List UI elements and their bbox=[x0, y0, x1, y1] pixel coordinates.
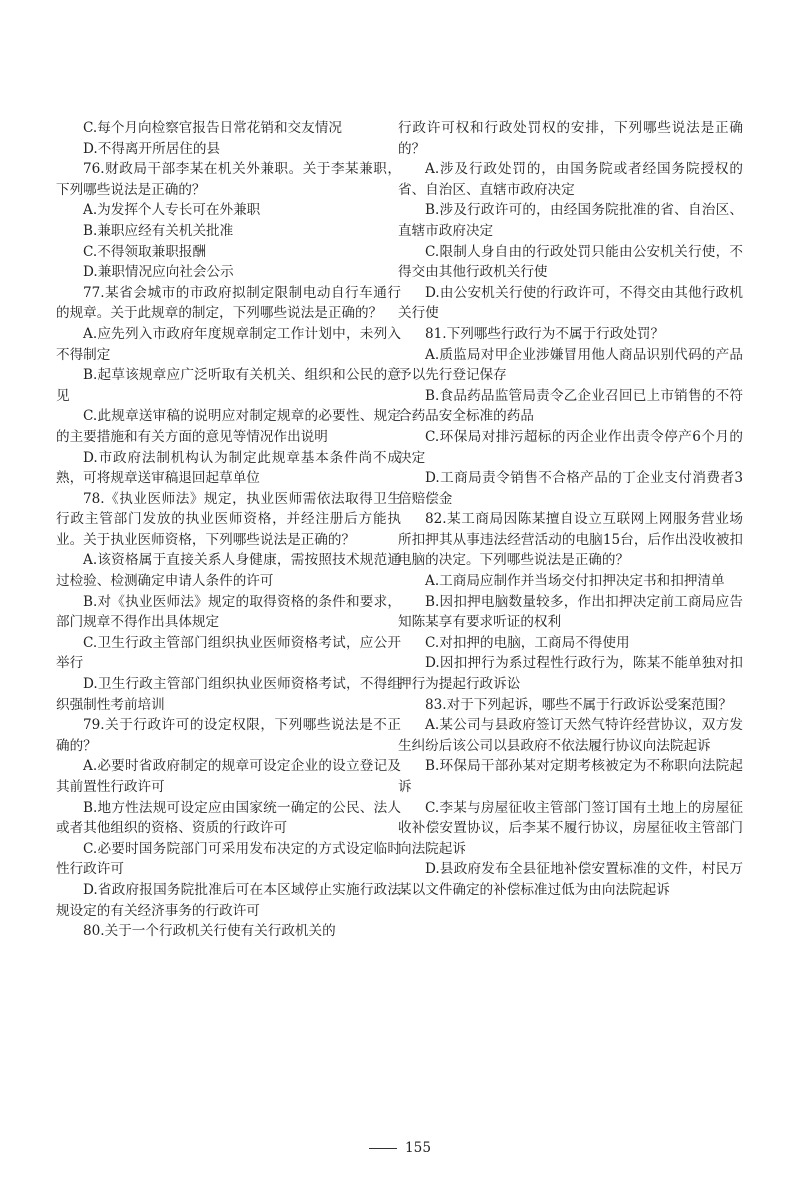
paragraph: D.兼职情况应向社会公示 bbox=[83, 264, 234, 281]
paragraph: 76.财政局干部李某在机关外兼职。关于李某兼职，下列哪些说法是正确的？ bbox=[56, 161, 401, 198]
paragraph: A.应先列入市政府年度规章制定工作计划中，未列入不得制定 bbox=[56, 325, 401, 363]
paragraph: C.限制人身自由的行政处罚只能由公安机关行使，不得交由其他行政机关行使 bbox=[398, 243, 743, 281]
paragraph: C.对扣押的电脑，工商局不得使用 bbox=[425, 634, 630, 651]
paragraph: C.每个月向检察官报告日常花销和交友情况 bbox=[83, 120, 342, 136]
paragraph: C.环保局对排污超标的丙企业作出责令停产6个月的决定 bbox=[398, 428, 743, 466]
paragraph: 82.某工商局因陈某擅自设立互联网上网服务营业场所扣押其从事违法经营活动的电脑15台，后作出没收被扣电脑的决定。下列哪些说法是正确的？ bbox=[398, 511, 743, 569]
page-number: 155 bbox=[405, 1140, 431, 1156]
paragraph: C.必要时国务院部门可采用发布决定的方式设定临时性行政许可 bbox=[56, 840, 401, 878]
paragraph: C.卫生行政主管部门组织执业医师资格考试，应公开举行 bbox=[56, 634, 401, 672]
paragraph: A.涉及行政处罚的，由国务院或者经国务院授权的省、自治区、直辖市政府决定 bbox=[398, 161, 743, 198]
paragraph: 83.对于下列起诉，哪些不属于行政诉讼受案范围？ bbox=[425, 696, 733, 713]
paragraph: A.工商局应制作并当场交付扣押决定书和扣押清单 bbox=[425, 573, 725, 590]
paragraph: A.必要时省政府制定的规章可设定企业的设立登记及其前置性行政许可 bbox=[56, 758, 401, 795]
paragraph: 81.下列哪些行政行为不属于行政处罚？ bbox=[425, 325, 665, 342]
paragraph: B.涉及行政许可的，由经国务院批准的省、自治区、直辖市政府决定 bbox=[398, 202, 743, 239]
paragraph: B.地方性法规可设定应由国家统一确定的公民、法人或者其他组织的资格、资质的行政许可 bbox=[56, 799, 401, 837]
paragraph: C.此规章送审稿的说明应对制定规章的必要性、规定的主要措施和有关方面的意见等情况作出说明 bbox=[56, 408, 401, 445]
left-column bbox=[56, 118, 401, 942]
paragraph: A.为发挥个人专长可在外兼职 bbox=[83, 202, 261, 219]
paragraph: D.省政府报国务院批准后可在本区域停止实施行政法规设定的有关经济事务的行政许可 bbox=[56, 881, 401, 919]
paragraph: D.由公安机关行使的行政许可，不得交由其他行政机关行使 bbox=[398, 284, 743, 322]
paragraph: C.李某与房屋征收主管部门签订国有土地上的房屋征收补偿安置协议，后李某不履行协议，房屋征收主管部门向法院起诉 bbox=[398, 799, 743, 857]
paragraph: D.卫生行政主管部门组织执业医师资格考试，不得组织强制性考前培训 bbox=[56, 676, 401, 713]
footer-dash bbox=[369, 1148, 397, 1149]
paragraph: B.兼职应经有关机关批准 bbox=[83, 222, 234, 239]
right-column bbox=[398, 118, 743, 901]
paragraph: D.市政府法制机构认为制定此规章基本条件尚不成熟，可将规章送审稿退回起草单位 bbox=[56, 449, 401, 487]
paragraph: 78.《执业医师法》规定，执业医师需依法取得卫生行政主管部门发放的执业医师资格，并经注册后方能执业。关于执业医师资格，下列哪些说法是正确的？ bbox=[56, 490, 401, 548]
paragraph: D.因扣押行为系过程性行政行为，陈某不能单独对扣押行为提起行政诉讼 bbox=[398, 655, 743, 693]
paragraph: B.起草该规章应广泛听取有关机关、组织和公民的意见 bbox=[56, 367, 401, 404]
paragraph: A.某公司与县政府签订天然气特许经营协议，双方发生纠纷后该公司以县政府不依法履行协议向法院起诉 bbox=[398, 717, 743, 754]
paragraph: B.因扣押电脑数量较多，作出扣押决定前工商局应告知陈某享有要求听证的权利 bbox=[398, 593, 743, 631]
paragraph: C.不得领取兼职报酬 bbox=[83, 243, 206, 260]
paragraph: 79.关于行政许可的设定权限，下列哪些说法是不正确的？ bbox=[56, 717, 401, 754]
paragraph: B.环保局干部孙某对定期考核被定为不称职向法院起诉 bbox=[398, 758, 743, 795]
paragraph: A.该资格属于直接关系人身健康，需按照技术规范通过检验、检测确定申请人条件的许可 bbox=[56, 552, 401, 590]
page-footer bbox=[0, 1138, 800, 1158]
paragraph: A.质监局对甲企业涉嫌冒用他人商品识别代码的产品予以先行登记保存 bbox=[398, 346, 743, 384]
paragraph: 77.某省会城市的市政府拟制定限制电动自行车通行的规章。关于此规章的制定，下列哪些说法是正确的？ bbox=[56, 284, 401, 322]
paragraph: 行政许可权和行政处罚权的安排，下列哪些说法是正确的？ bbox=[398, 120, 743, 157]
paragraph: D.工商局责令销售不合格产品的丁企业支付消费者3倍赔偿金 bbox=[398, 470, 743, 507]
paragraph: D.县政府发布全县征地补偿安置标准的文件，村民万某以文件确定的补偿标准过低为由向法院起诉 bbox=[398, 861, 743, 898]
paragraph: 80.关于一个行政机关行使有关行政机关的 bbox=[83, 923, 336, 940]
paragraph: D.不得离开所居住的县 bbox=[83, 140, 221, 157]
paragraph: B.食品药品监管局责令乙企业召回已上市销售的不符合药品安全标准的药品 bbox=[398, 387, 743, 425]
paragraph: B.对《执业医师法》规定的取得资格的条件和要求，部门规章不得作出具体规定 bbox=[56, 593, 401, 631]
